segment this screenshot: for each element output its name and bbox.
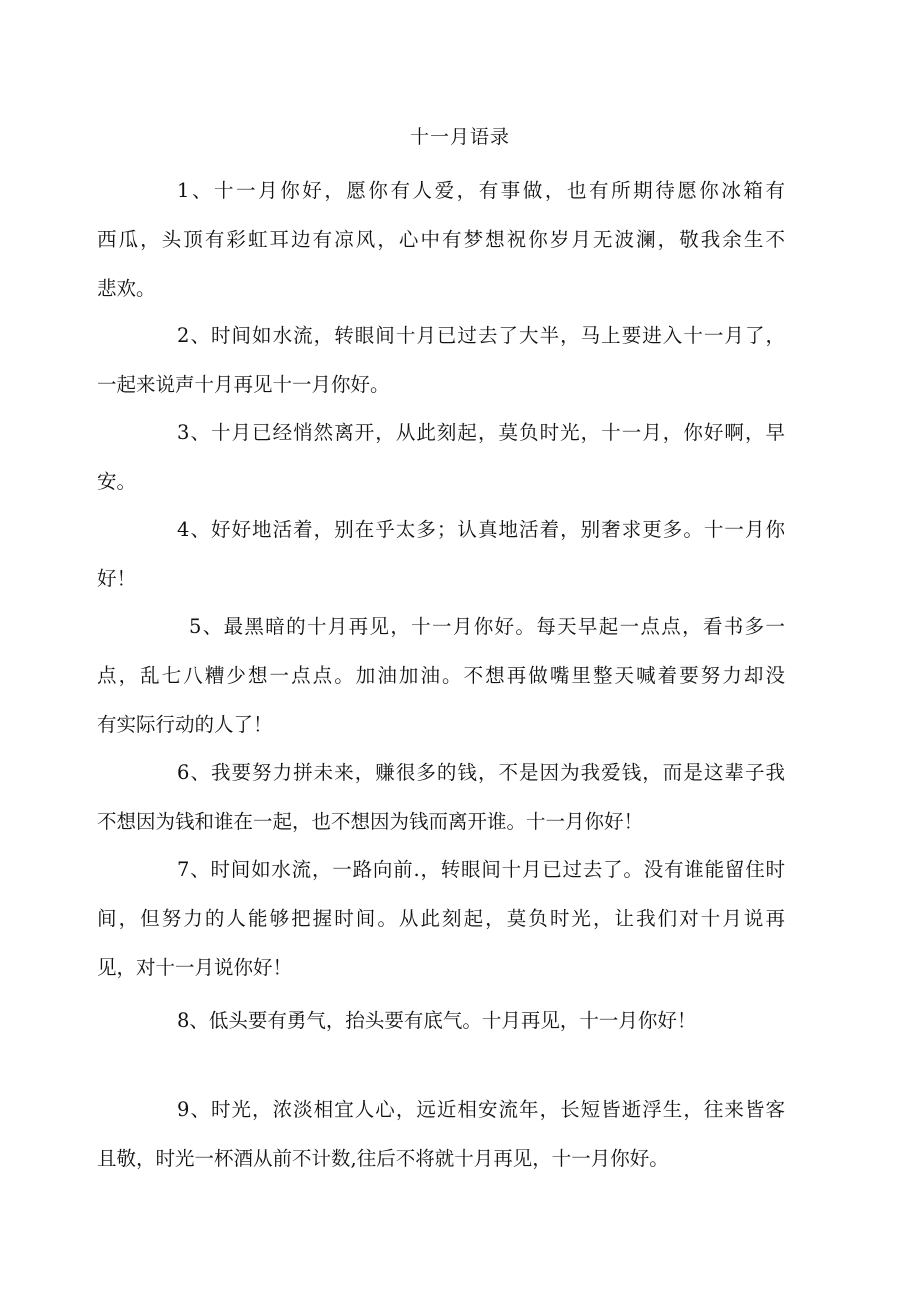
paragraph-4 <box>97 505 785 603</box>
paragraph-3 <box>97 408 785 506</box>
paragraph-9 <box>97 1085 785 1183</box>
paragraph-line: 间，但努力的人能够把握时间。从此刻起，莫负时光，让我们对十月说再 <box>97 907 785 930</box>
paragraph-2 <box>97 311 785 409</box>
paragraph-line: 8、低头要有勇气，抬头要有底气。十月再见，十一月你好！ <box>177 1009 697 1032</box>
paragraph-5 <box>97 602 785 749</box>
paragraph-line: 7、时间如水流，一路向前.，转眼间十月已过去了。没有谁能留住时 <box>177 858 785 881</box>
paragraph-line: 点，乱七八糟少想一点点。加油加油。不想再做嘴里整天喊着要努力却没 <box>97 664 785 687</box>
paragraph-line: 5、最黑暗的十月再见，十一月你好。每天早起一点点，看书多一 <box>189 615 785 638</box>
paragraph-line: 有实际行动的人了！ <box>97 713 273 736</box>
paragraph-line: 且敬，时光一杯酒从前不计数,往后不将就十月再见，十一月你好。 <box>97 1147 669 1170</box>
paragraph-7 <box>97 845 785 992</box>
paragraph-line: 4、好好地活着，别在乎太多；认真地活着，别奢求更多。十一月你 <box>177 518 785 541</box>
paragraph-line: 好！ <box>97 567 137 590</box>
paragraph-8 <box>137 996 785 1045</box>
paragraph-line: 见，对十一月说你好！ <box>97 956 293 979</box>
paragraph-line: 1、十一月你好，愿你有人爱，有事做，也有所期待愿你冰箱有 <box>177 179 785 202</box>
paragraph-1 <box>97 166 785 313</box>
paragraph-line: 9、时光，浓淡相宜人心，远近相安流年，长短皆逝浮生，往来皆客 <box>177 1098 785 1121</box>
paragraph-line: 3、十月已经悄然离开，从此刻起，莫负时光，十一月，你好啊，早 <box>177 421 785 444</box>
paragraph-line: 不想因为钱和谁在一起，也不想因为钱而离开谁。十一月你好！ <box>97 810 644 833</box>
paragraph-line: 悲欢。 <box>97 277 156 300</box>
paragraph-line: 6、我要努力拼未来，赚很多的钱，不是因为我爱钱，而是这辈子我 <box>177 761 785 784</box>
document-title: 十一月语录 <box>409 126 510 148</box>
paragraph-line: 安。 <box>97 470 137 493</box>
paragraph-line: 2、时间如水流，转眼间十月已过去了大半，马上要进入十一月了， <box>177 324 785 347</box>
paragraph-6 <box>97 748 785 846</box>
paragraph-line: 一起来说声十月再见十一月你好。 <box>97 373 390 396</box>
paragraph-line: 西瓜，头顶有彩虹耳边有凉风，心中有梦想祝你岁月无波澜，敬我余生不 <box>97 228 785 251</box>
